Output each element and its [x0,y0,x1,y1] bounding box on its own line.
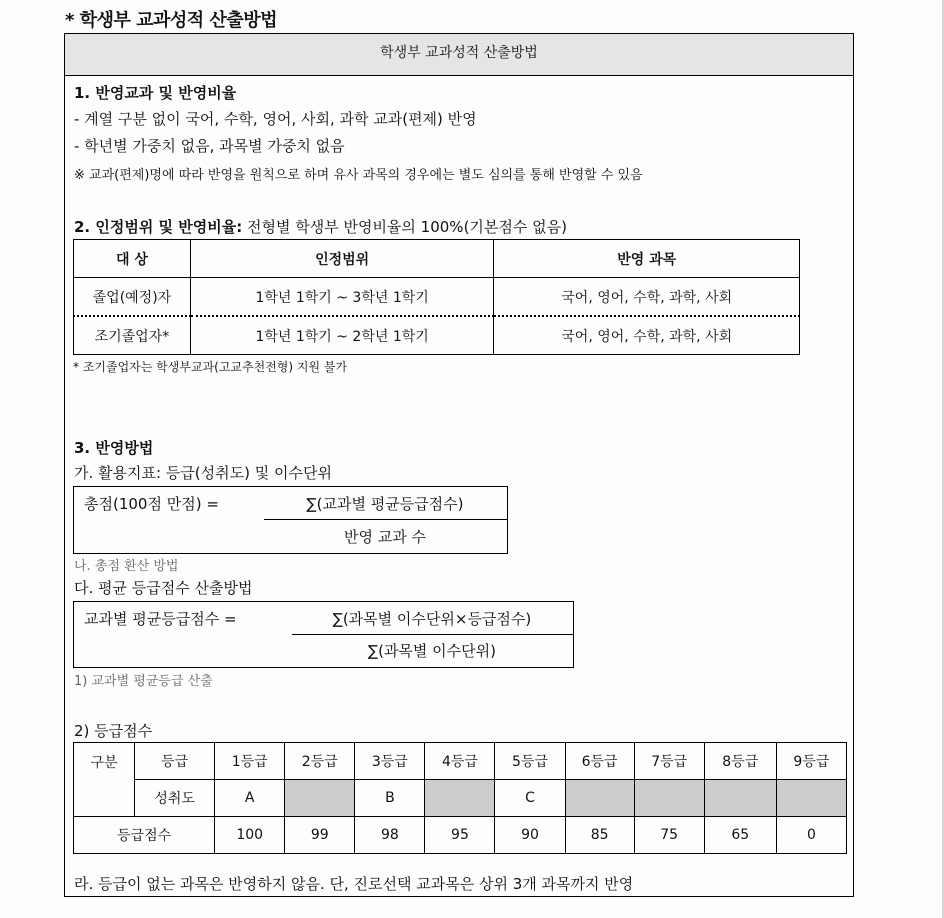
grade-cell: 1등급 [215,743,285,780]
score-cell: 99 [285,817,355,854]
score-cell: 65 [704,817,776,854]
achievement-cell-empty [565,780,634,817]
fraction-bar [292,634,574,635]
achievement-cell-empty [285,780,355,817]
section3-sub1: 1) 교과별 평균등급 산출 [74,674,213,689]
header-cell: 인정범위 [190,240,494,278]
achievement-cell-empty [776,780,846,817]
grade-cell: 4등급 [425,743,495,780]
row-label: 등급점수 [74,817,215,854]
table-cell: 국어, 영어, 수학, 과학, 사회 [494,278,800,317]
header-cell: 반영 과목 [494,240,800,278]
achievement-cell: C [495,780,565,817]
grade-cell: 8등급 [704,743,776,780]
score-cell: 85 [565,817,634,854]
section3-da: 다. 평균 등급점수 산출방법 [74,579,253,597]
section3-ga: 가. 활용지표: 등급(성취도) 및 이수단위 [74,464,332,482]
total-score-formula [73,486,508,554]
grade-cell: 5등급 [495,743,565,780]
table-row [74,316,800,355]
score-cell: 95 [425,817,495,854]
section3-title: 3. 반영방법 [74,439,154,457]
grade-row [74,743,847,780]
section2-title [74,216,567,237]
grade-cell: 9등급 [776,743,846,780]
achievement-cell: A [215,780,285,817]
achievement-cell: B [355,780,425,817]
section1-title: 1. 반영교과 및 반영비율 [74,84,237,102]
fraction-bar [264,519,507,520]
score-cell: 90 [495,817,565,854]
achievement-cell-empty [634,780,704,817]
grade-cell: 2등급 [285,743,355,780]
table-cell: 졸업(예정)자 [74,278,191,317]
grade-score-table [73,742,847,854]
section1-note: ※ 교과(편제)명에 따라 반영을 원칙으로 하며 유사 과목의 경우에는 별도 심의를 통해 반영할 수 있음 [74,168,643,183]
formula-numerator: ∑(과목별 이수단위×등급점수) [332,610,532,628]
table-row [74,278,800,317]
grade-cell: 7등급 [634,743,704,780]
grade-cell: 3등급 [355,743,425,780]
section1-line: - 계열 구분 없이 국어, 수학, 영어, 사회, 과학 교과(편제) 반영 [74,110,477,128]
table-cell: 국어, 영어, 수학, 과학, 사회 [494,316,800,355]
formula-denominator: 반영 교과 수 [344,528,426,546]
achievement-cell-empty [704,780,776,817]
section3-sub2: 2) 등급점수 [74,722,153,740]
section2-title-rest: 전형별 학생부 반영비율의 100%(기본점수 없음) [242,218,567,236]
formula-lhs: 총점(100점 만점) = [84,495,219,513]
table-cell: 1학년 1학기 ~ 2학년 1학기 [190,316,494,355]
section2-footnote: * 조기졸업자는 학생부교과(고교추천전형) 지원 불가 [73,360,348,374]
achievement-row [74,780,847,817]
score-cell: 0 [776,817,846,854]
section3-ra: 라. 등급이 없는 과목은 반영하지 않음. 단, 진로선택 교과목은 상위 3개 과목까지 반영 [74,875,634,893]
score-row [74,817,847,854]
score-cell: 98 [355,817,425,854]
section3-na: 나. 총점 환산 방법 [74,559,179,574]
formula-numerator: ∑(교과별 평균등급점수) [306,495,464,513]
category-label: 구분 [74,743,135,817]
row-label: 성취도 [135,780,215,817]
average-score-formula [73,601,574,668]
table-cell: 1학년 1학기 ~ 3학년 1학기 [190,278,494,317]
section2-title-bold: 2. 인정범위 및 반영비율: [74,218,243,236]
row-label: 등급 [135,743,215,780]
formula-denominator: ∑(과목별 이수단위) [367,642,496,660]
content-frame [64,33,854,897]
section1-line: - 학년별 가중치 없음, 과목별 가중치 없음 [74,137,345,155]
recognition-range-table [73,239,800,355]
frame-header: 학생부 교과성적 산출방법 [65,34,853,76]
formula-lhs: 교과별 평균등급점수 = [84,610,237,628]
grade-cell: 6등급 [565,743,634,780]
score-cell: 75 [634,817,704,854]
table-header-row [74,240,800,278]
page-title: * 학생부 교과성적 산출방법 [65,10,277,31]
score-cell: 100 [215,817,285,854]
table-cell: 조기졸업자* [74,316,191,355]
achievement-cell-empty [425,780,495,817]
header-cell: 대 상 [74,240,191,278]
